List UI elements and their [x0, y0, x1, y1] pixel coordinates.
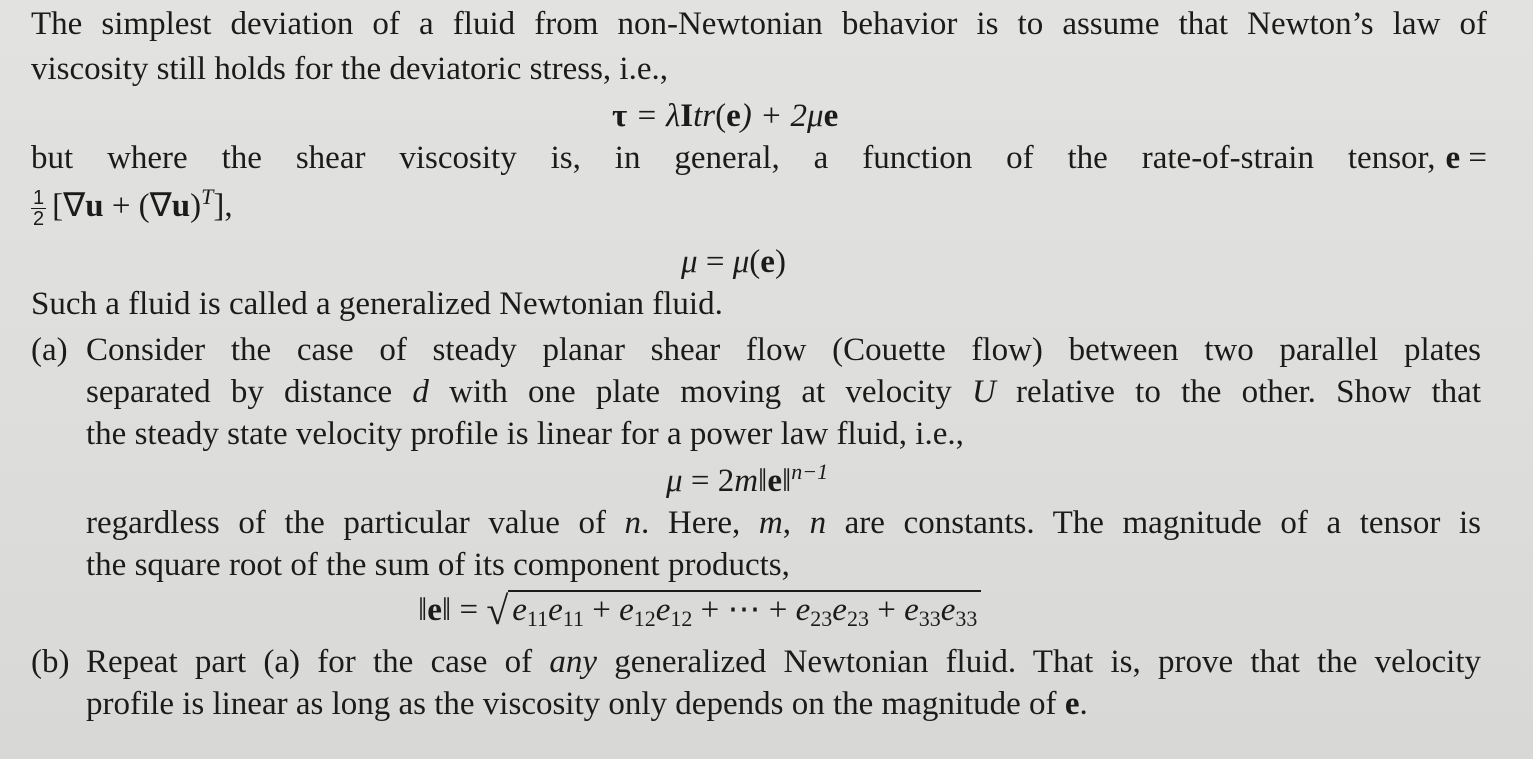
intro-line-2: viscosity still holds for the deviatoric stress, i.e., [31, 51, 668, 87]
stress-equation: τ = λItr(e) + 2μe [612, 98, 839, 134]
strain-rate-definition: $\frac{1}{2}$ $[\nabla u + (\nabla u)^T]$, [33, 184, 233, 230]
part-b-label: (b) [31, 644, 70, 680]
intro-line-1: The simplest deviation of a fluid from non-Newtonian behavior is to assume that Newton’s law of [31, 6, 1487, 42]
part-a-line-1: Consider the case of steady planar shear flow (Couette flow) between two parallel plates [86, 332, 1481, 368]
part-b-line-1: Repeat part (a) for the case of any generalized Newtonian fluid. That is, prove that the velocity [86, 644, 1481, 680]
part-a-label: (a) [31, 332, 68, 368]
shear-line-1: but where the shear viscosity is, in general, a function of the rate-of-strain tensor, e = [31, 140, 1487, 176]
radicand: $e_{11}e_{11} + e_{12}e_{12}$ + ⋯ + $e_{23}e_{23} + e_{33}e_{33}$ [508, 590, 981, 628]
part-a-line-5: the square root of the sum of its component products, [86, 547, 790, 583]
square-root-icon: √ [486, 588, 509, 633]
part-b-line-2: profile is linear as long as the viscosity only depends on the magnitude of e. [86, 686, 1088, 722]
tensor-magnitude-equation: ‖e‖ = √ $e_{11}e_{11} + e_{12}e_{12}$ + ⋯ + $e_{23}e_{23} + e_{33}e_{33}$ [418, 590, 981, 631]
part-a-line-3: the steady state velocity profile is linear for a power law fluid, i.e., [86, 416, 964, 452]
part-a-line-2: separated by distance d with one plate moving at velocity U relative to the other. Show that [86, 374, 1481, 410]
part-a-line-4: regardless of the particular value of n. Here, m, n are constants. The magnitude of a tensor is [86, 505, 1481, 541]
one-half-fraction: $\frac{1}{2}$ [33, 186, 45, 230]
generalized-newtonian-sentence: Such a fluid is called a generalized Newtonian fluid. [31, 286, 723, 322]
power-law-equation: μ = 2m‖e‖$^{n-1}$ [666, 459, 829, 499]
viscosity-function-equation: μ = μ(e) [681, 244, 786, 280]
